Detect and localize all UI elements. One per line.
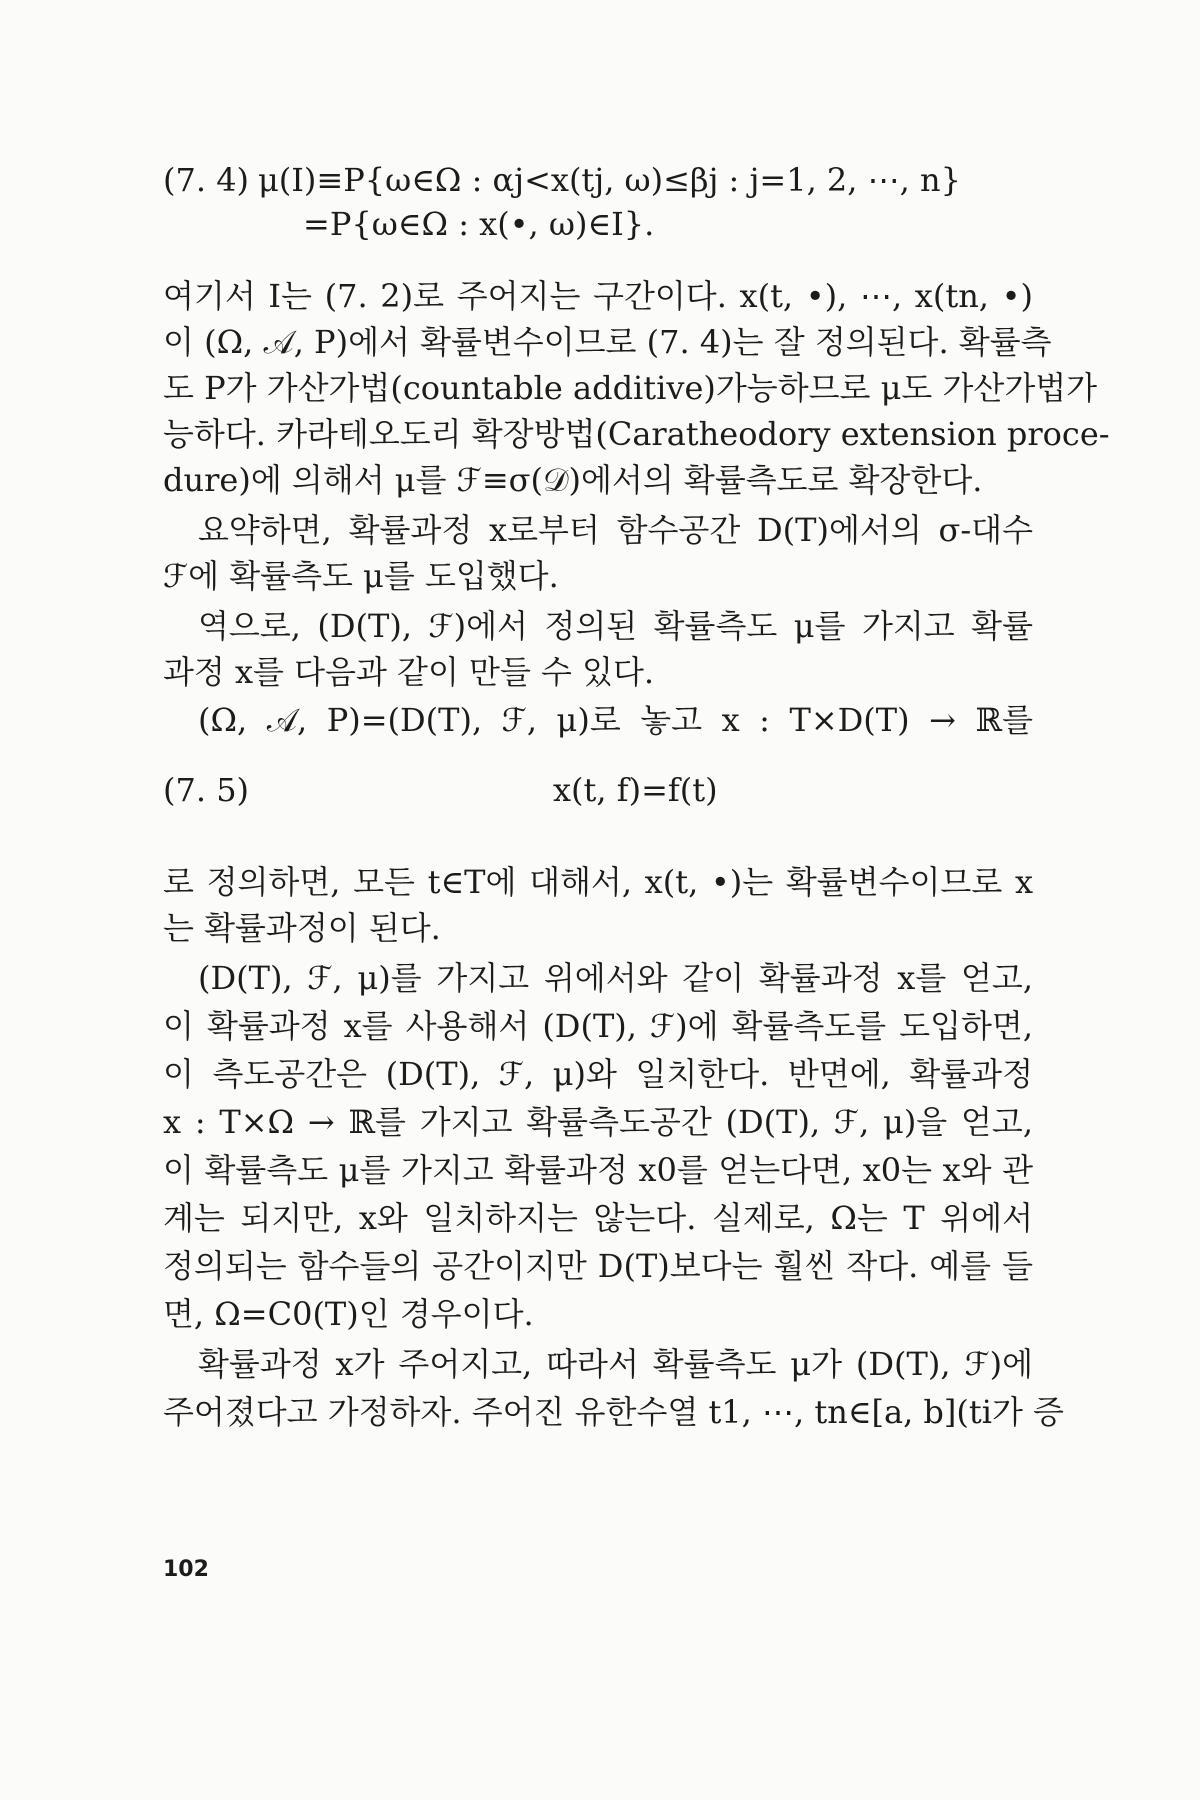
text-line: 주어졌다고 가정하자. 주어진 유한수열 t1, ⋯, tn∈[a, b](ti가 증 (163, 1393, 1064, 1431)
text-line: 로 정의하면, 모든 t∈T에 대해서, x(t, •)는 확률변수이므로 x (163, 863, 1033, 901)
text-line: 는 확률과정이 된다. (163, 909, 441, 947)
equation-line: μ(I)≡P{ω∈Ω : αj<x(tj, ω)≤βj : j=1, 2, ⋯, n} (258, 161, 961, 199)
text-line: dure)에 의해서 μ를 ℱ≡σ(𝒟)에서의 확률측도로 확장한다. (163, 461, 983, 499)
text-line: 면, Ω=C0(T)인 경우이다. (163, 1295, 534, 1333)
equation-line: =P{ω∈Ω : x(•, ω)∈I}. (303, 205, 655, 243)
equation-formula: x(t, f)=f(t) (553, 771, 718, 809)
text-line: 과정 x를 다음과 같이 만들 수 있다. (163, 653, 655, 691)
text-line: (D(T), ℱ, μ)를 가지고 위에서와 같이 확률과정 x를 얻고, (198, 959, 1033, 997)
text-line: 능하다. 카라테오도리 확장방법(Caratheodory extension proce- (163, 415, 1110, 453)
text-line: (Ω, 𝒜, P)=(D(T), ℱ, μ)로 놓고 x : T×D(T) → ℝ를 (198, 701, 1033, 739)
text-line: 이 확률측도 μ를 가지고 확률과정 x0를 얻는다면, x0는 x와 관 (163, 1151, 1033, 1189)
text-line: 계는 되지만, x와 일치하지는 않는다. 실제로, Ω는 T 위에서 (163, 1199, 1033, 1237)
text-line: 이 확률과정 x를 사용해서 (D(T), ℱ)에 확률측도를 도입하면, (163, 1007, 1033, 1045)
text-line: 역으로, (D(T), ℱ)에서 정의된 확률측도 μ를 가지고 확률 (198, 607, 1033, 645)
text-line: 확률과정 x가 주어지고, 따라서 확률측도 μ가 (D(T), ℱ)에 (198, 1345, 1033, 1383)
equation-number: (7. 4) (163, 161, 250, 199)
text-line: 정의되는 함수들의 공간이지만 D(T)보다는 훨씬 작다. 예를 들 (163, 1247, 1033, 1285)
page-number: 102 (163, 1557, 209, 1582)
text-line: 이 (Ω, 𝒜, P)에서 확률변수이므로 (7. 4)는 잘 정의된다. 확률측 (163, 323, 1052, 361)
text-line: 도 P가 가산가법(countable additive)가능하므로 μ도 가산가법가 (163, 369, 1098, 407)
equation-7-5 (163, 770, 1033, 810)
text-line: 여기서 I는 (7. 2)로 주어지는 구간이다. x(t, •), ⋯, x(tn, •) (163, 277, 1033, 315)
equation-number: (7. 5) (163, 771, 250, 809)
text-line: ℱ에 확률측도 μ를 도입했다. (163, 557, 559, 595)
equation-7-4 (163, 160, 1033, 244)
text-line: 요약하면, 확률과정 x로부터 함수공간 D(T)에서의 σ-대수 (198, 511, 1033, 549)
text-line: x : T×Ω → ℝ를 가지고 확률측도공간 (D(T), ℱ, μ)을 얻고, (163, 1103, 1033, 1141)
text-line: 이 측도공간은 (D(T), ℱ, μ)와 일치한다. 반면에, 확률과정 (163, 1055, 1033, 1093)
